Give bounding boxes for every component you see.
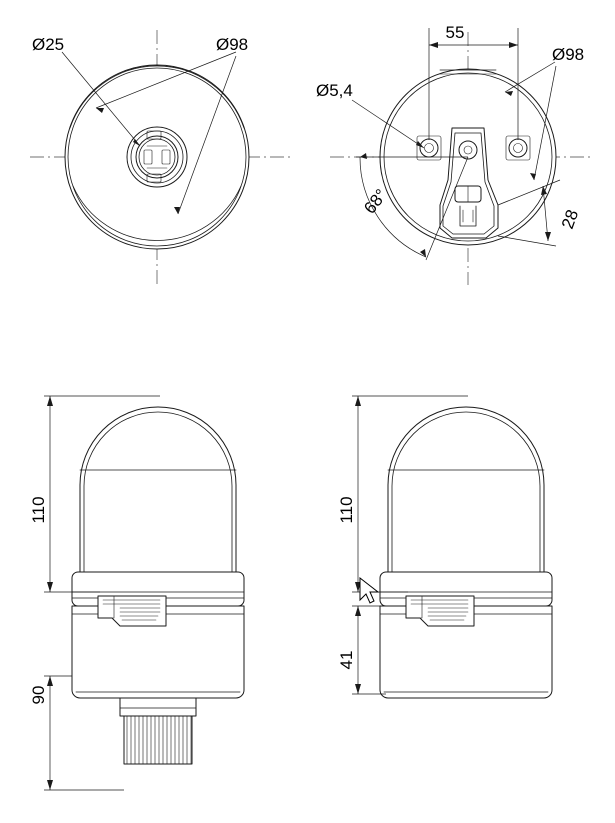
front-view-thread [124, 716, 192, 764]
front-view-neck [120, 698, 196, 716]
front-view-arrow-110-bottom [47, 582, 53, 592]
side-view-arrow-41-bottom [355, 684, 361, 694]
label-110-left: 110 [29, 496, 48, 524]
front-view-arrow-90-top [47, 676, 53, 686]
side-view-dome [388, 407, 544, 590]
front-view-arrow-90-bottom [47, 780, 53, 790]
top-view [30, 30, 290, 288]
bottom-view-arrow-55-right [509, 42, 518, 48]
label-41: 41 [337, 650, 356, 670]
label-d54: Ø5,4 [316, 81, 353, 100]
label-d98-top: Ø98 [216, 35, 249, 54]
label-55: 55 [445, 23, 465, 42]
front-view-dome [80, 407, 236, 590]
label-d98-bottom: Ø98 [552, 45, 585, 64]
front-view [44, 396, 244, 790]
mouse-pointer [360, 578, 378, 603]
bottom-view-leader-d98 [505, 62, 555, 92]
label-28: 28 [557, 207, 583, 232]
label-d25: Ø25 [32, 35, 65, 54]
bottom-view-arrow-angle-1 [360, 153, 367, 159]
front-view-arrow-110-top [47, 396, 53, 406]
side-view-arrow-110-top [355, 396, 361, 406]
side-view-arrow-41-top [355, 606, 361, 616]
mouse-pointer-icon [360, 578, 378, 603]
label-110-right: 110 [337, 496, 356, 524]
bottom-view-arrow-28-b [545, 232, 551, 241]
side-view [352, 396, 552, 698]
bottom-view [330, 28, 590, 285]
label-68deg: 68° [360, 185, 391, 218]
label-90: 90 [29, 685, 48, 705]
bottom-view-arrow-55-left [429, 42, 438, 48]
